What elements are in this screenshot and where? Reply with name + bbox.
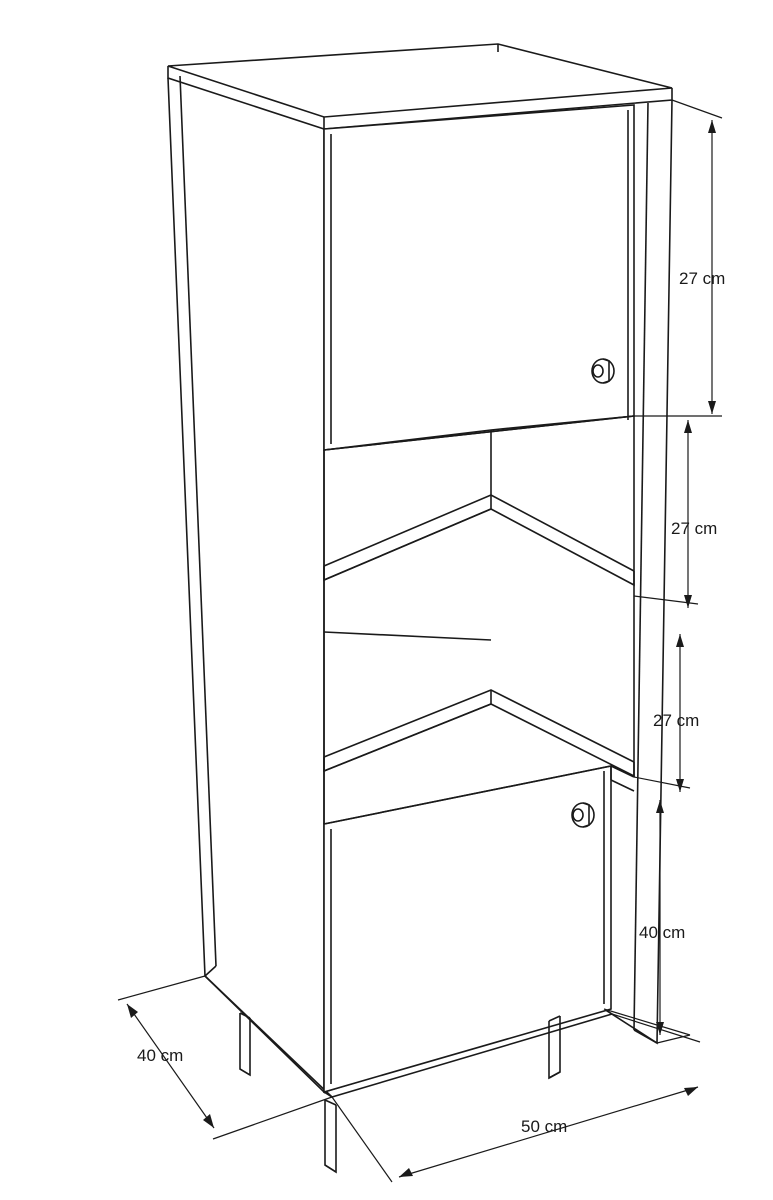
open-compartment-upper	[324, 416, 634, 632]
dimension-label-top-compartment-height: 27 cm	[679, 269, 726, 288]
dimension-label-depth: 40 cm	[137, 1046, 184, 1065]
lower-door	[324, 766, 634, 1092]
cabinet-left-side	[168, 76, 324, 1092]
upper-door	[324, 105, 634, 450]
dimension-label-width: 50 cm	[521, 1117, 568, 1136]
dimension-label-lower-compartment-height: 27 cm	[653, 711, 700, 730]
dimension-label-bottom-compartment-height: 40 cm	[639, 923, 686, 942]
dimension-label-middle-compartment-height: 27 cm	[671, 519, 718, 538]
